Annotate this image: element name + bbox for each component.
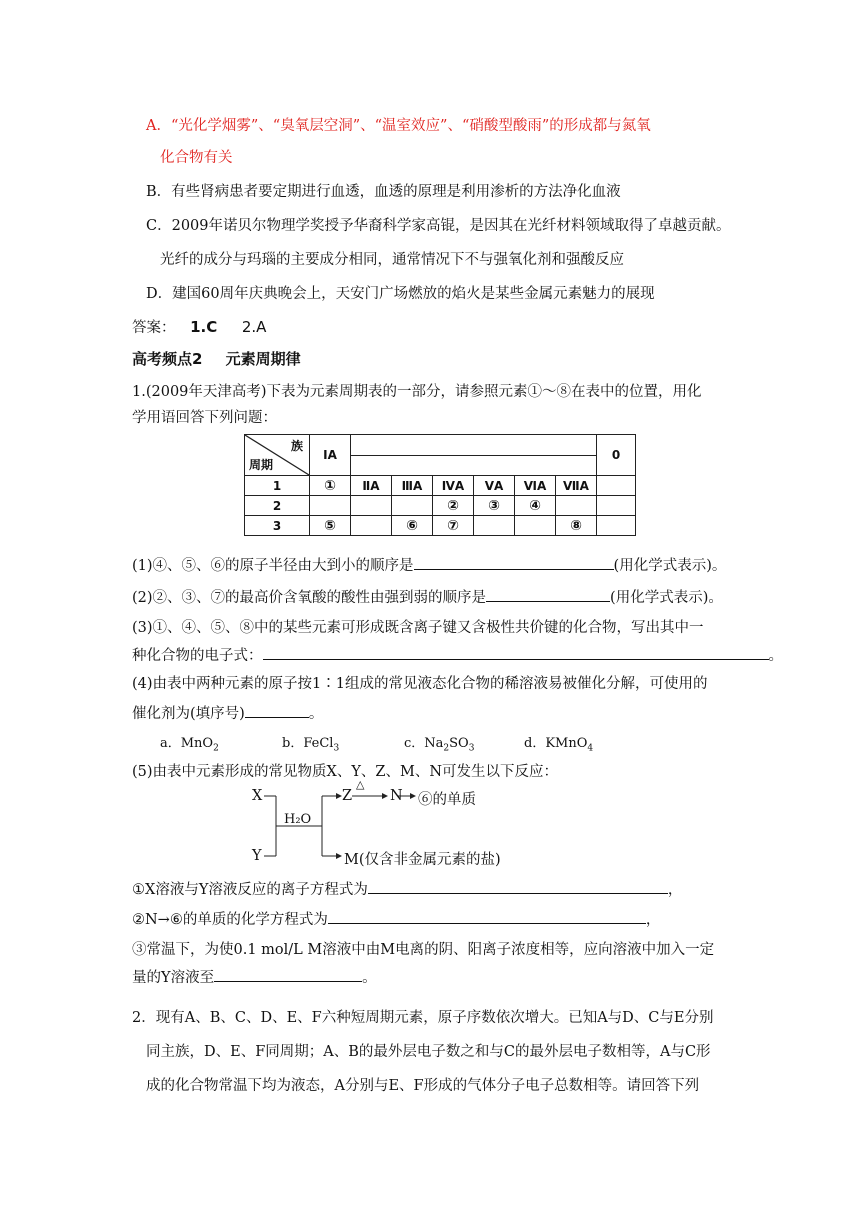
group-header-3a: ⅢA	[392, 476, 433, 496]
period-1: 1	[245, 476, 310, 496]
period-3: 3	[245, 516, 310, 536]
flow-y: Y	[252, 848, 262, 864]
q1-part3-prefix: 种化合物的电子式：	[132, 648, 263, 664]
q1-part4-prefix: 催化剂为(填序号)	[132, 706, 245, 722]
choice-a: a．MnO$_2$	[160, 736, 219, 754]
flow-single: ⑥的单质	[418, 792, 476, 808]
q1-s3-blank[interactable]	[214, 967, 362, 982]
table-corner-cell	[245, 435, 310, 476]
q1-part1-text: (1)④、⑤、⑥的原子半径由大到小的顺序是	[132, 558, 414, 574]
cell-p2-4a: ②	[433, 496, 474, 516]
q1-part2	[132, 586, 723, 607]
group-header-1a: ⅠA	[310, 435, 351, 476]
cell-p3-0	[597, 516, 636, 536]
q1-part1	[132, 554, 726, 575]
cell-p3-5a	[474, 516, 515, 536]
q1-intro-line1: 1.(2009年天津高考)下表为元素周期表的一部分，请参照元素①～⑧在表中的位置，用化	[132, 384, 702, 400]
cell-p3-2a	[351, 516, 392, 536]
choice-d-text: d．KMnO	[524, 736, 588, 751]
cell-p3-3a: ⑥	[392, 516, 433, 536]
answer-1: 1.C	[190, 318, 218, 336]
q1-s2-blank[interactable]	[328, 909, 646, 924]
arrowhead-6	[410, 793, 416, 799]
q1-s2	[132, 908, 660, 929]
section-subtitle: 元素周期律	[225, 350, 301, 368]
choice-b-text: b．FeCl	[282, 736, 334, 751]
section-title: 高考频点2	[132, 350, 203, 368]
group-header-2a: ⅡA	[351, 476, 392, 496]
flow-n: N	[390, 788, 403, 804]
cell-p3-4a: ⑦	[433, 516, 474, 536]
q1-part3-line1: (3)①、④、⑤、⑧中的某些元素可形成既含离子键又含极性共价键的化合物，写出其中一	[132, 620, 704, 636]
choice-a-text: a．MnO	[160, 736, 214, 751]
cell-p3-6a	[515, 516, 556, 536]
q2-line3: 成的化合物常温下均为液态，A分别与E、F形成的气体分子电子总数相等。请回答下列	[146, 1078, 700, 1094]
q1-part3-suffix: 。	[768, 648, 783, 664]
cell-p2-7a	[556, 496, 597, 516]
q1-part1-suffix: (用化学式表示)。	[613, 558, 727, 574]
arrowhead-m	[336, 853, 342, 859]
q1-part4-line1: (4)由表中两种元素的原子按1∶1组成的常见液态化合物的稀溶液易被催化分解，可使用的	[132, 676, 708, 692]
flow-water: H₂O	[284, 812, 312, 827]
flow-delta: △	[356, 778, 365, 791]
q1-part3-line2	[132, 644, 783, 665]
option-a-line1: A．“光化学烟雾”、“臭氧层空洞”、“温室效应”、“硝酸型酸雨”的形成都与氮氧	[146, 118, 651, 134]
q1-s1-end: ，	[667, 882, 683, 898]
cell-p2-0	[597, 496, 636, 516]
q1-part4-suffix: 。	[308, 706, 324, 722]
q1-s1-text: ①X溶液与Y溶液反应的离子方程式为	[132, 882, 368, 898]
group-header-4a: ⅣA	[433, 476, 474, 496]
q2-line2: 同主族，D、E、F同周期；A、B的最外层电子数之和与C的最外层电子数相等，A与C形	[146, 1044, 711, 1060]
q1-s3-suffix: 。	[362, 970, 377, 986]
q1-part4-blank[interactable]	[245, 703, 309, 718]
q1-part1-blank[interactable]	[414, 555, 614, 570]
option-d: D．建国60周年庆典晚会上，天安门广场燃放的焰火是某些金属元素魅力的展现	[146, 286, 655, 302]
flow-m: M(仅含非金属元素的盐)	[344, 852, 501, 868]
group-header-7a: ⅦA	[556, 476, 597, 496]
q1-s3-prefix: 量的Y溶液至	[132, 970, 215, 986]
header-period-label: 周期	[249, 458, 274, 472]
q1-part2-blank[interactable]	[486, 587, 610, 602]
q1-part2-text: (2)②、③、⑦的最高价含氧酸的酸性由强到弱的顺序是	[132, 590, 487, 606]
option-a-line2: 化合物有关	[160, 150, 233, 166]
q1-s2-end: ，	[645, 912, 661, 928]
q1-s1-blank[interactable]	[368, 879, 668, 894]
cell-p2-5a: ③	[474, 496, 515, 516]
answer-line	[132, 316, 266, 337]
header-group-label: 族	[290, 439, 303, 453]
option-c-line1: C．2009年诺贝尔物理学奖授予华裔科学家高锟，是因其在光纤材料领域取得了卓越贡献。	[146, 218, 731, 234]
group-header-0: 0	[597, 435, 636, 476]
option-c-line2: 光纤的成分与玛瑙的主要成分相同，通常情况下不与强氧化剂和强酸反应	[160, 252, 624, 268]
cell-p2-1a	[310, 496, 351, 516]
q1-part4-line2	[132, 702, 323, 723]
cell-p2-2a	[351, 496, 392, 516]
q1-s1	[132, 878, 682, 899]
cell-p2-3a	[392, 496, 433, 516]
q1-part5: (5)由表中元素形成的常见物质X、Y、Z、M、N可发生以下反应：	[132, 764, 559, 780]
q1-s2-text: ②N→⑥的单质的化学方程式为	[132, 912, 328, 928]
group-header-6a: ⅥA	[515, 476, 556, 496]
answer-label: 答案：	[132, 320, 176, 336]
choice-d: d．KMnO$_4$	[524, 736, 594, 754]
q1-s3-line2	[132, 966, 377, 987]
cell-p3-7a: ⑧	[556, 516, 597, 536]
flow-z: Z	[342, 788, 353, 804]
choice-c-text: c．Na	[404, 736, 444, 751]
choice-c: c．$Na_2SO_3$	[404, 736, 475, 754]
answer-2: 2.A	[241, 318, 267, 336]
cell-p1-1a: ①	[310, 476, 351, 496]
cell-p3-1a: ⑤	[310, 516, 351, 536]
q1-part2-suffix: (用化学式表示)。	[610, 590, 723, 606]
flow-x: X	[252, 788, 263, 804]
q2-line1: 2．现有A、B、C、D、E、F六种短周期元素，原子序数依次增大。已知A与D、C与E分别	[132, 1010, 714, 1026]
group-header-5a: ⅤA	[474, 476, 515, 496]
option-b: B．有些肾病患者要定期进行血透，血透的原理是利用渗析的方法净化血液	[146, 184, 621, 200]
cell-p2-6a: ④	[515, 496, 556, 516]
choice-b: b．FeCl$_3$	[282, 736, 340, 754]
arrowhead-n	[382, 793, 388, 799]
periodic-table	[244, 434, 636, 536]
period-2: 2	[245, 496, 310, 516]
q1-s3-line1: ③常温下，为使0.1 mol/L M溶液中由M电离的阴、阳离子浓度相等，应向溶液中加入一定	[132, 942, 715, 958]
q1-part3-blank[interactable]	[263, 645, 769, 660]
section-heading	[132, 348, 301, 369]
q1-intro-line2: 学用语回答下列问题：	[132, 410, 277, 426]
